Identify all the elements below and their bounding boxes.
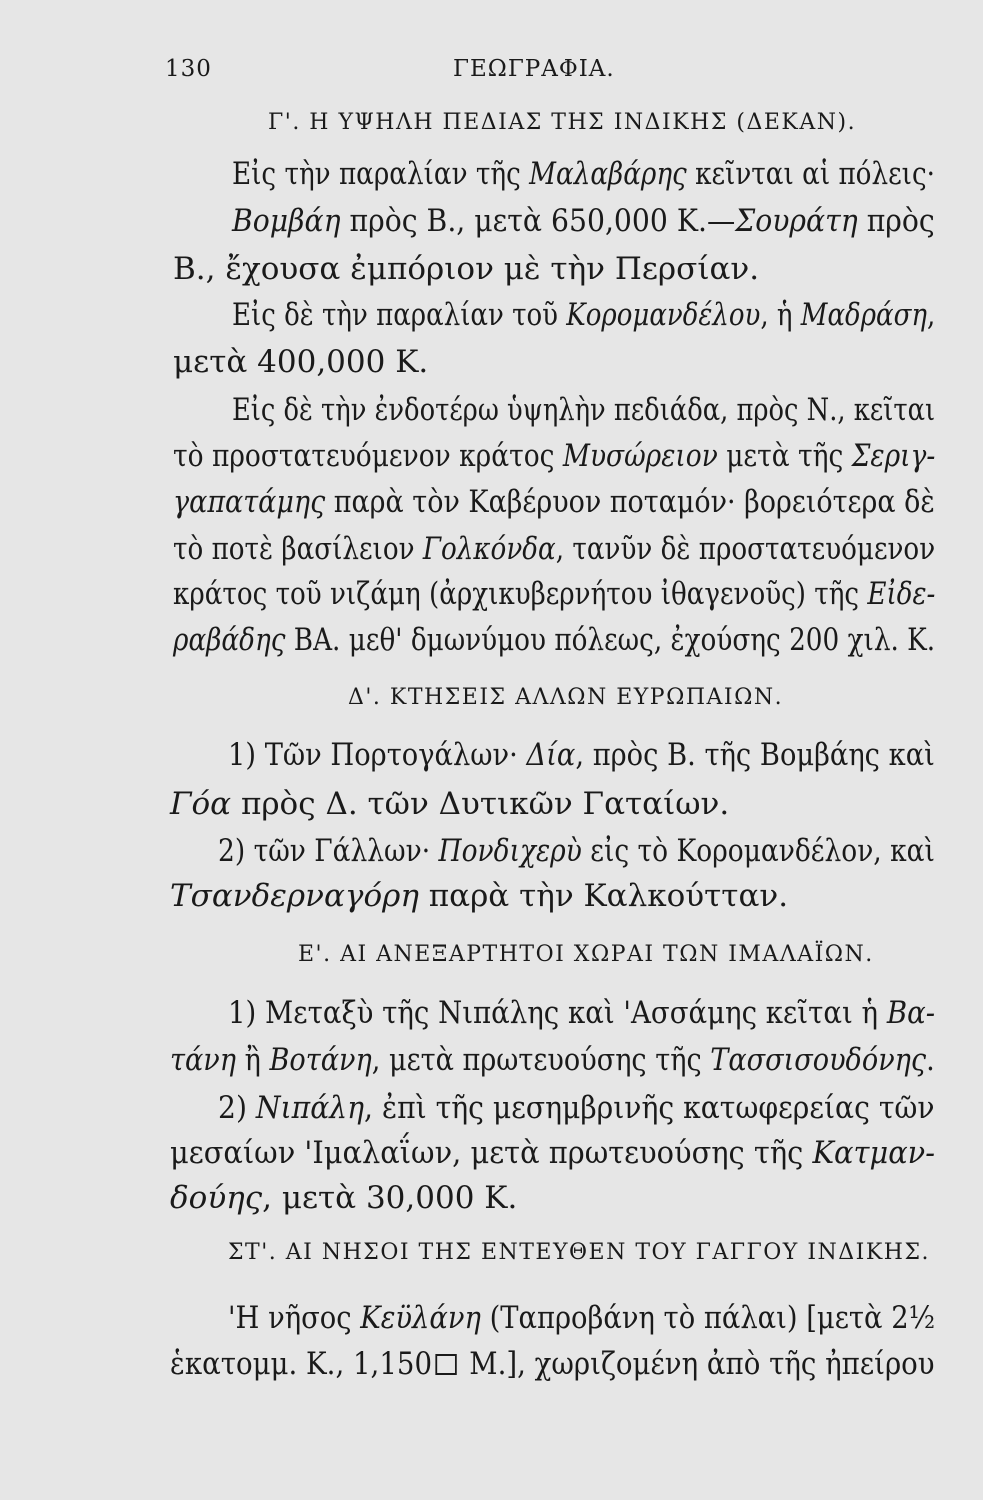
text-line: Γόα πρὸς Δ. τῶν Δυτικῶν Γαταίων.: [170, 786, 730, 822]
text-line: γαπατάμης παρὰ τὸν Καβέρυον ποταμόν· βορειότερα δὲ: [173, 484, 935, 520]
text-line: 'Η νῆσος Κεϋλάνη (Ταπροβάνη τὸ πάλαι) [μετὰ 2½: [228, 1300, 936, 1336]
section-heading: Γ'. Η ΥΨΗΛΗ ΠΕΔΙΑΣ ΤΗΣ ΙΝΔΙΚΗΣ (ΔΕΚΑΝ).: [268, 110, 857, 135]
section-heading: Δ'. ΚΤΗΣΕΙΣ ΑΛΛΩΝ ΕΥΡΩΠΑΙΩΝ.: [348, 685, 784, 710]
text-line: μετὰ 400,000 Κ.: [173, 344, 429, 380]
text-line: δούης, μετὰ 30,000 Κ.: [170, 1180, 518, 1216]
text-line: Εἰς δὲ τὴν ἐνδοτέρω ὑψηλὴν πεδιάδα, πρὸς Ν., κεῖται: [232, 392, 936, 428]
text-line: Τσανδερναγόρη παρὰ τὴν Καλκούτταν.: [170, 878, 789, 914]
text-line: 1) Τῶν Πορτογάλων· Δία, πρὸς Β. τῆς Βομβάης καὶ: [228, 737, 935, 773]
text-line: τὸ προστατευόμενον κράτος Μυσώρειον μετὰ τῆς Σεριγ-: [173, 438, 936, 474]
text-line: τὸ ποτὲ βασίλειον Γολκόνδα, τανῦν δὲ προστατευόμενον: [173, 531, 936, 567]
text-line: Εἰς δὲ τὴν παραλίαν τοῦ Κορομανδέλου, ἡ Μαδράση,: [232, 297, 936, 333]
section-heading: Ε'. ΑΙ ΑΝΕΞΑΡΤΗΤΟΙ ΧΩΡΑΙ ΤΩΝ ΙΜΑΛΑΪΩΝ.: [298, 942, 874, 967]
square-mile-icon: [436, 1354, 457, 1375]
section-heading: ΣΤ'. ΑΙ ΝΗΣΟΙ ΤΗΣ ΕΝΤΕΥΘΕΝ ΤΟΥ ΓΑΓΓΟΥ ΙΝΔΙΚΗΣ.: [228, 1240, 931, 1265]
text-line: Β., ἔχουσα ἐμπόριον μὲ τὴν Περσίαν.: [173, 251, 760, 287]
text-line: 1) Μεταξὺ τῆς Νιπάλης καὶ 'Ασσάμης κεῖται ἡ Βα-: [228, 995, 936, 1031]
text-line: 2) Νιπάλη, ἐπὶ τῆς μεσημβρινῆς κατωφερείας τῶν: [218, 1090, 935, 1126]
text-line: τάνη ἢ Βοτάνη, μετὰ πρωτευούσης τῆς Τασσισουδόνης.: [170, 1042, 935, 1078]
running-title: ΓΕΩΓΡΑΦΙΑ.: [453, 56, 615, 82]
text-line: 2) τῶν Γάλλων· Πονδιχερὺ εἰς τὸ Κορομανδέλον, καὶ: [218, 833, 935, 869]
page-number: 130: [165, 56, 212, 82]
text-line: Βομβάη πρὸς Β., μετὰ 650,000 Κ.—Σουράτη πρὸς: [232, 203, 935, 239]
text-line: ραβάδης ΒΑ. μεθ' δμωνύμου πόλεως, ἐχούσης 200 χιλ. Κ.: [173, 622, 936, 658]
text-line: ἑκατομμ. Κ., 1,150 Μ.], χωριζομένη ἀπὸ τῆς ἠπείρου: [170, 1346, 935, 1382]
text-line: κράτος τοῦ νιζάμη (ἀρχικυβερνήτου ἰθαγενοῦς) τῆς Εἰδε-: [173, 576, 936, 612]
text-line: Εἰς τὴν παραλίαν τῆς Μαλαβάρης κεῖνται αἱ πόλεις·: [232, 156, 935, 192]
text-line: μεσαίων 'Ιμαλαΐων, μετὰ πρωτευούσης τῆς Κατμαν-: [170, 1135, 935, 1171]
